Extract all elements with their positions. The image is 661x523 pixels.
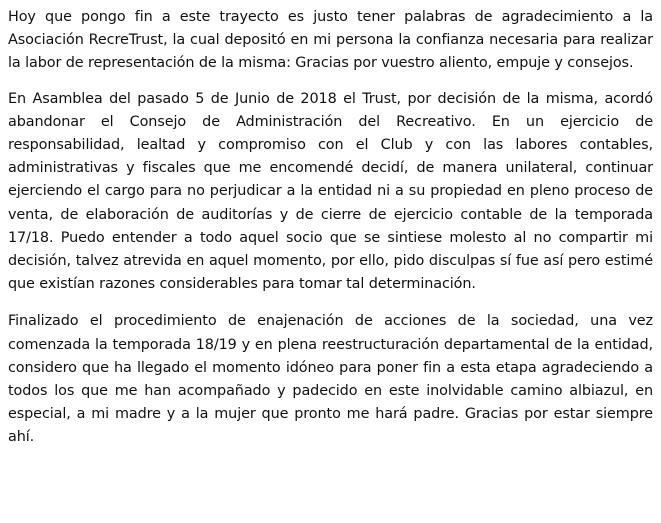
- paragraph-farewell: Finalizado el procedimiento de enajenación de acciones de la sociedad, una vez comenzada la temporada 18/19 y en plena reestructuración departamental de la entidad, considero que ha llegado el momento idóneo para poner fin a esta etapa agradeciendo a todos los que me han acompañado y padecido en este inolvidable camino albiazul, en especial, a mi madre y a la mujer que pronto me hará padre. Gracias por estar siempre ahí.: [8, 313, 653, 446]
- document-body: [8, 6, 653, 450]
- paragraph-acknowledgement: Hoy que pongo fin a este trayecto es justo tener palabras de agradecimiento a la Asociación RecreTrust, la cual depositó en mi persona la confianza necesaria para realizar la labor de representación de la misma: Gracias por vuestro aliento, empuje y consejos.: [8, 9, 653, 72]
- paragraph-assembly-decision: En Asamblea del pasado 5 de Junio de 2018 el Trust, por decisión de la misma, acordó abandonar el Consejo de Administración del Recreativo. En un ejercicio de responsabilidad, lealtad y compromiso con el Club y con las labores contables, administrativas y fiscales que me encomendé decidí, de manera unilateral, continuar ejerciendo el cargo para no perjudicar a la entidad ni a su propiedad en pleno proceso de venta, de elaboración de auditorías y de cierre de ejercicio contable de la temporada 17/18. Puedo entender a todo aquel socio que se sintiese molesto al no compartir mi decisión, talvez atrevida en aquel momento, por ello, pido disculpas sí fue así pero estimé que existían razones considerables para tomar tal determinación.: [8, 90, 653, 293]
